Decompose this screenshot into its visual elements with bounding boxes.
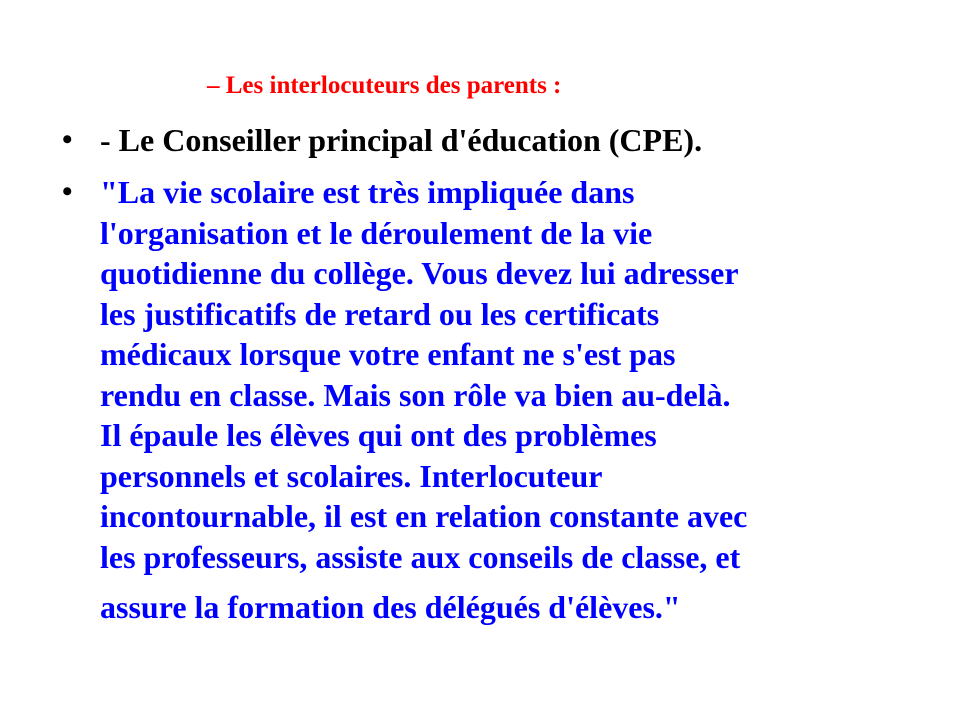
text-line: médicaux lorsque votre enfant ne s'est pas <box>100 336 676 372</box>
text-line: les justificatifs de retard ou les certificats <box>100 295 660 332</box>
text-line: quotidienne du collège. Vous devez lui adresser <box>100 255 739 291</box>
text-line: assure la formation des délégués d'élèves." <box>100 589 681 625</box>
slide-subtitle: – Les interlocuteurs des parents : <box>207 72 562 99</box>
text-line: rendu en classe. Mais son rôle va bien au-delà. <box>100 376 731 413</box>
text-line: personnels et scolaires. Interlocuteur <box>100 457 603 494</box>
bullet-marker: • <box>62 175 73 208</box>
text-line: les professeurs, assiste aux conseils de classe, et <box>100 538 741 575</box>
bullet-item-quote <box>100 172 747 628</box>
text-line: Il épaule les élèves qui ont des problèmes <box>100 417 657 453</box>
text-line: - Le Conseiller principal d'éducation (CPE). <box>100 122 703 158</box>
bullet-marker: • <box>62 123 73 156</box>
bullet-item-cpe <box>100 120 702 161</box>
text-line: incontournable, il est en relation constante avec <box>100 498 748 534</box>
text-line: "La vie scolaire est très impliquée dans <box>100 174 635 210</box>
text-line: l'organisation et le déroulement de la vie <box>100 214 653 251</box>
